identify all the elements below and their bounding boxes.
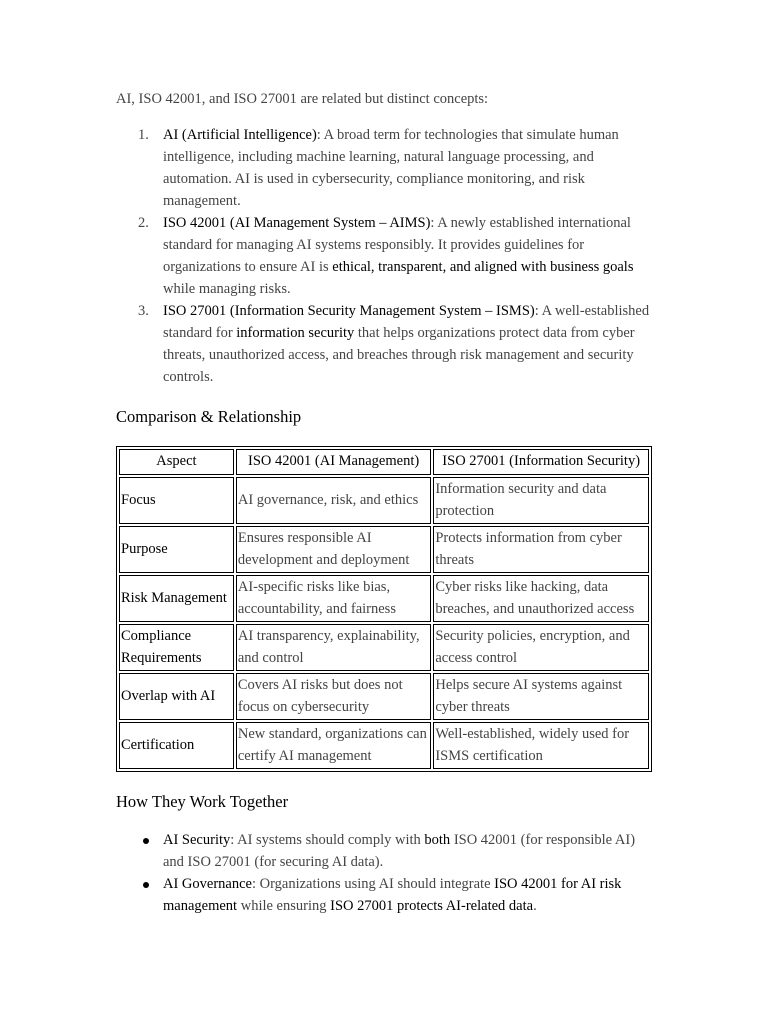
table-cell-iso-27001: Well-established, widely used for ISMS certification — [433, 722, 649, 769]
table-cell-aspect: Focus — [119, 477, 234, 524]
list-number: 1. — [138, 127, 149, 143]
list-item-ai — [116, 124, 656, 212]
table-row — [119, 673, 649, 720]
table-cell-iso-27001: Helps secure AI systems against cyber threats — [433, 673, 649, 720]
table-row — [119, 477, 649, 524]
term-ai: AI (Artificial Intelligence) — [163, 127, 317, 143]
table-cell-aspect: Overlap with AI — [119, 673, 234, 720]
list-item-iso-27001 — [116, 300, 656, 388]
term-ai-security: AI Security — [163, 832, 231, 848]
table-cell-iso-42001: AI governance, risk, and ethics — [236, 477, 431, 524]
table-row — [119, 624, 649, 671]
table-cell-iso-42001: New standard, organizations can certify AI management — [236, 722, 431, 769]
definition-iso-27001-part-2: that helps organizations protect data from cyber threats, unauthorized access, and breaches through risk management and security controls. — [163, 325, 635, 385]
list-item-iso-42001 — [116, 212, 656, 300]
document-page — [116, 88, 656, 917]
definition-iso-42001-part-1: : A newly established international standard for managing AI systems responsibly. It provides guidelines for organizations to ensure AI is — [163, 215, 631, 275]
emphasis-both: both — [424, 832, 451, 848]
list-number: 3. — [138, 303, 149, 319]
table-cell-iso-42001: Covers AI risks but does not focus on cybersecurity — [236, 673, 431, 720]
bullet-icon — [143, 838, 149, 844]
term-ai-governance: AI Governance — [163, 876, 252, 892]
emphasis-iso-27001: information security — [236, 325, 355, 341]
list-number: 2. — [138, 215, 149, 231]
table-row — [119, 575, 649, 622]
column-header-iso-27001: ISO 27001 (Information Security) — [433, 449, 649, 475]
list-item-ai-governance — [116, 873, 656, 917]
list-item-ai-security — [116, 829, 656, 873]
column-header-aspect: Aspect — [119, 449, 234, 475]
table-cell-aspect: Compliance Requirements — [119, 624, 234, 671]
table-cell-aspect: Purpose — [119, 526, 234, 573]
bullet-text-part-1: : Organizations using AI should integrate — [251, 876, 495, 892]
table-cell-iso-42001: AI-specific risks like bias, accountability, and fairness — [236, 575, 431, 622]
term-iso-27001: ISO 27001 (Information Security Management System – ISMS) — [163, 303, 535, 319]
column-header-iso-42001: ISO 42001 (AI Management) — [236, 449, 431, 475]
bullet-text-part-3: . — [533, 898, 537, 914]
table-cell-aspect: Certification — [119, 722, 234, 769]
definition-ai: : A broad term for technologies that simulate human intelligence, including machine learning, natural language processing, and automation. AI is used in cybersecurity, compliance monitoring, and risk management. — [163, 127, 619, 209]
bullet-list — [116, 829, 656, 917]
table-cell-iso-27001: Security policies, encryption, and access control — [433, 624, 649, 671]
definition-iso-42001-part-2: while managing risks. — [163, 281, 291, 297]
bullet-text-part-2: while ensuring — [237, 898, 331, 914]
bullet-icon — [143, 882, 149, 888]
intro-paragraph: AI, ISO 42001, and ISO 27001 are related but distinct concepts: — [116, 91, 489, 107]
together-heading: How They Work Together — [116, 792, 289, 811]
table-cell-iso-42001: Ensures responsible AI development and deployment — [236, 526, 431, 573]
definitions-list — [116, 124, 656, 388]
table-cell-iso-27001: Information security and data protection — [433, 477, 649, 524]
table-cell-iso-27001: Cyber risks like hacking, data breaches, and unauthorized access — [433, 575, 649, 622]
table-cell-aspect: Risk Management — [119, 575, 234, 622]
table-row — [119, 722, 649, 769]
definition-iso-27001-part-1: : A well-established standard for — [163, 303, 650, 341]
term-iso-42001: ISO 42001 (AI Management System – AIMS) — [163, 215, 431, 231]
emphasis-iso-42001: ethical, transparent, and aligned with business goals — [332, 259, 634, 275]
table-row — [119, 526, 649, 573]
comparison-heading: Comparison & Relationship — [116, 407, 302, 426]
table-cell-iso-42001: AI transparency, explainability, and control — [236, 624, 431, 671]
bullet-text-part-1: : AI systems should comply with — [230, 832, 425, 848]
comparison-table — [116, 446, 652, 772]
bullet-text-part-2: ISO 42001 (for responsible AI) and ISO 27001 (for securing AI data). — [163, 832, 636, 870]
table-header-row — [119, 449, 649, 475]
emphasis-iso-42001-risk: ISO 42001 for AI risk management — [163, 876, 622, 914]
emphasis-iso-27001-data: ISO 27001 protects AI-related data — [330, 898, 534, 914]
table-cell-iso-27001: Protects information from cyber threats — [433, 526, 649, 573]
